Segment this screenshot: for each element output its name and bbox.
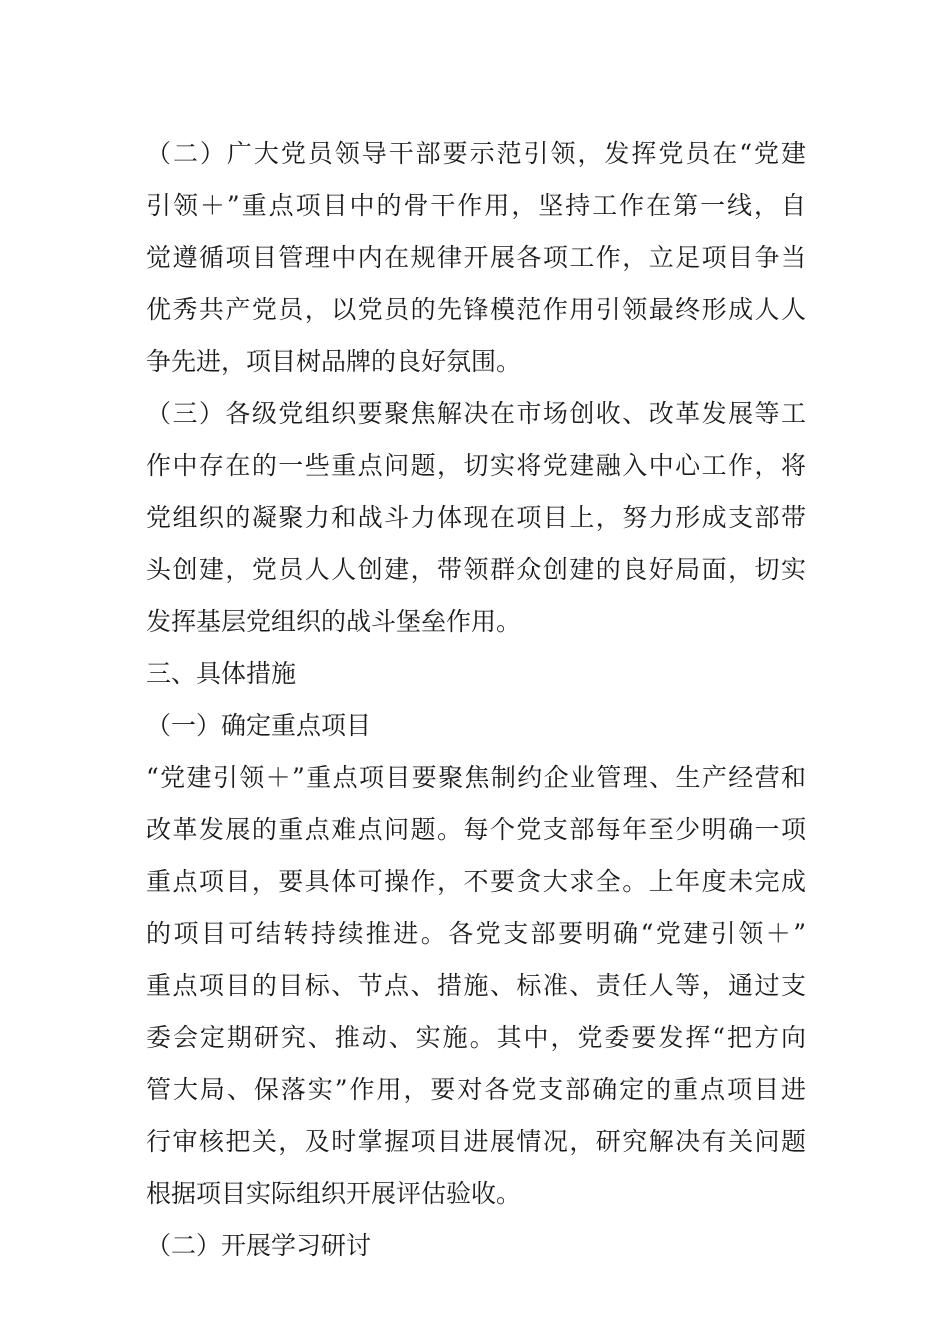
text-line: 重点项目的目标、节点、措施、标准、责任人等，通过支 [146, 971, 806, 1000]
text-line: 头创建，党员人人创建，带领群众创建的良好局面，切实 [146, 555, 806, 584]
text-line: 的项目可结转持续推进。各党支部要明确“党建引领＋” [146, 919, 806, 948]
text-line: 行审核把关，及时掌握项目进展情况，研究解决有关问题 [146, 1127, 806, 1156]
text-line: （三）各级党组织要聚焦解决在市场创收、改革发展等工 [146, 399, 806, 428]
text-line: 争先进，项目树品牌的良好氛围。 [146, 347, 522, 376]
text-line: 引领＋”重点项目中的骨干作用，坚持工作在第一线，自 [146, 191, 806, 220]
subsection-heading: （二）开展学习研讨 [146, 1231, 372, 1260]
text-line: 优秀共产党员，以党员的先锋模范作用引领最终形成人人 [146, 295, 806, 324]
text-line: （二）广大党员领导干部要示范引领，发挥党员在“党建 [146, 139, 806, 168]
text-line: 发挥基层党组织的战斗堡垒作用。 [146, 607, 522, 636]
text-line: 改革发展的重点难点问题。每个党支部每年至少明确一项 [146, 815, 806, 844]
section-heading: 三、具体措施 [146, 659, 297, 688]
text-line: 委会定期研究、推动、实施。其中，党委要发挥“把方向 [146, 1023, 806, 1052]
text-line: 管大局、保落实”作用，要对各党支部确定的重点项目进 [146, 1075, 806, 1104]
text-line: 作中存在的一些重点问题，切实将党建融入中心工作，将 [146, 451, 806, 480]
text-line: 重点项目，要具体可操作，不要贪大求全。上年度未完成 [146, 867, 806, 896]
text-line: 党组织的凝聚力和战斗力体现在项目上，努力形成支部带 [146, 503, 806, 532]
subsection-heading: （一）确定重点项目 [146, 711, 372, 740]
text-line: 根据项目实际组织开展评估验收。 [146, 1179, 522, 1208]
text-line: 觉遵循项目管理中内在规律开展各项工作，立足项目争当 [146, 243, 806, 272]
text-line: “党建引领＋”重点项目要聚焦制约企业管理、生产经营和 [146, 763, 806, 792]
